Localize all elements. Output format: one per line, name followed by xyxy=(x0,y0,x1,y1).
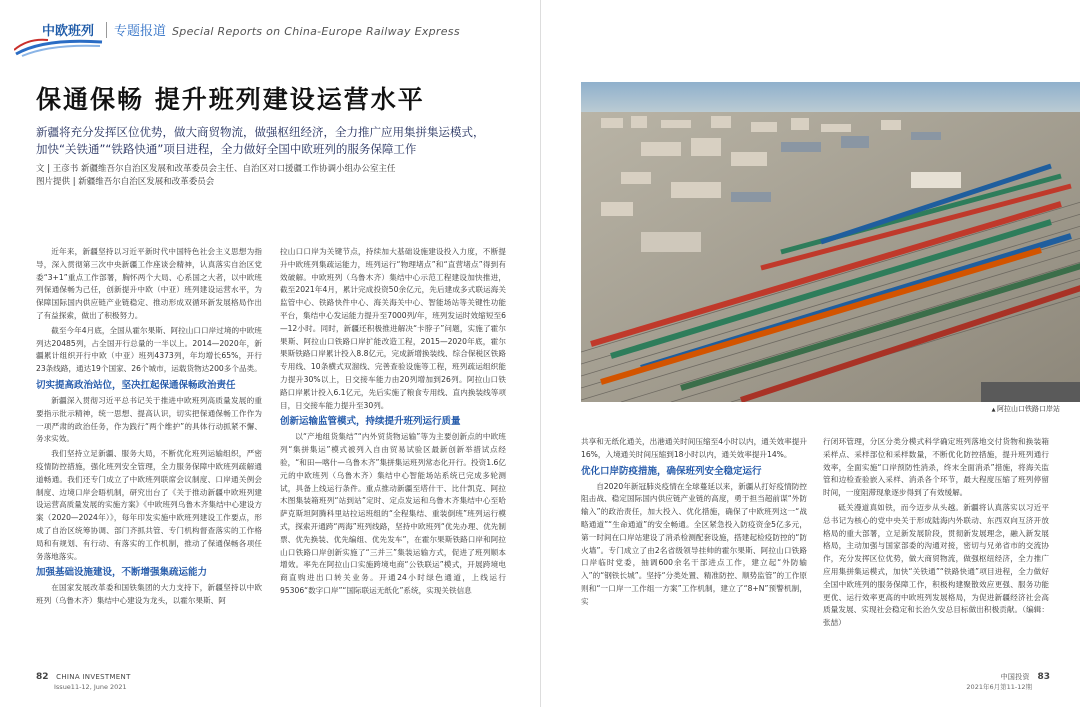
paragraph: 在国家发展改革委和国铁集团的大力支持下，新疆坚持以中欧班列（乌鲁木齐）集结中心建设为龙头，以霍尔果斯、阿 xyxy=(36,583,262,606)
column-4 xyxy=(823,436,1049,632)
article-title: 保通保畅 提升班列建设运营水平 xyxy=(36,85,425,114)
section-heading: 加强基础设施建设，不断增强集疏运能力 xyxy=(36,567,208,579)
paragraph: 我们坚持立足新疆、服务大局，不断优化班列运输组织，严密疫情防控措施，强化班列安全管理，全力服务保障中欧班列疏解通道畅通。我们还专门成立了中欧班列联席会议制度、口岸通关例会制度、边境口岸会晤机制，研究出台了《关于推动新疆中欧班列建设运营高质量发展的实施方案》《中欧班列乌鲁木齐集结中心建设方案（2020—2024年）》，每年印发实施中欧班列建设工作要点，形成了自治区统筹协调、部门齐抓共管、专门机构督查落实的工作格局和有规划、有行动、有落实的工作机制，推动了保通保畅各项任务落地落实。 xyxy=(36,449,262,561)
issue-info: Issue11-12, June 2021 xyxy=(54,683,127,691)
paragraph: 自2020年新冠肺炎疫情在全球蔓延以来，新疆从打好疫情防控阻击战、稳定国际国内供应链产业链的高度，勇于担当超前谋“外防输入”的政治责任，加大投入、优化措施，确保了中欧班列这一“战略通道”“生命通道”的安全畅通。全区紧急投入防疫资金5亿多元，第一时间在口岸站建设了消杀检测配套设施，搭建起检疫防控的“防火墙”。专门成立了由2名省级领导挂帅的霍尔果斯、阿拉山口铁路口岸临时党委，抽调600余名干部进点工作，建立起“外防输入”的“钢铁长城”。坚持“分类处置、精准防控、顺势监管”的工作原则和“一口岸一工作组一方案”工作机制，建立了“8+N”预警机制，实 xyxy=(581,481,807,606)
logo-text: 中欧班列 xyxy=(42,24,95,39)
issue-info: 2021年6月第11-12期 xyxy=(966,683,1032,691)
byline xyxy=(36,163,395,189)
column-2 xyxy=(280,246,506,600)
page-number: 83 xyxy=(1037,672,1050,682)
paragraph: 行闭环管理，分区分类分模式科学确定班列落地交付货物和换装箱采样点、采样部位和采样数量，不断优化防控措施，提升班列通行效率，全面实施“口岸预防性消杀，终末全面消杀”措施，将海关监管和边检查验嵌入采样、消杀各个环节，最大程度压缩了班列停留时间，一度阻滞现象逐步得到了有效缓解。 xyxy=(823,437,1049,498)
series-logo xyxy=(14,12,110,60)
page-number: 82 xyxy=(36,672,49,682)
rail-yard-photo xyxy=(581,82,1080,402)
header-divider xyxy=(106,22,107,38)
subtitle-line-1: 新疆将充分发挥区位优势，做大商贸物流，做强枢纽经济，全力推广应用集拼集运模式， xyxy=(36,125,485,139)
article-subtitle xyxy=(36,124,506,158)
paragraph: 拉山口口岸为关键节点，持续加大基础设施建设投入力度，不断提升中欧班列集疏运能力，班列运行“物理堵点”和“直营堵点”得到有效破解。中欧班列（乌鲁木齐）集结中心示范工程建设加快推进，截至2021年4月，累计完成投资50余亿元，先后建成多式联运海关监管中心、铁路快件中心、海关海关中心、智能场站等关键性功能平台，集结中心发运能力提升至7000列/年，班列发运时效缩短至6—12小时。同时，新疆还积极推进解决“卡脖子”问题，实施了霍尔果斯、阿拉山口铁路口岸扩能改造工程，2015—2020年底，霍尔果斯铁路口岸累计投入8.8亿元，完成新增换装线、综合保税区铁路专用线、10条横式双溜线、完善查验设施等工程，班列疏运组织能力提升30%以上，日交接车能力由20列增加到26列。阿拉山口铁路口岸累计投入6.1亿元，先后实施了粮食专用线、直内换装线等项目，日交接车能力提升至30列。 xyxy=(280,247,506,410)
section-heading: 优化口岸防疫措施，确保班列安全稳定运行 xyxy=(581,465,762,477)
paragraph: 以“产地组货集结”“内外贸货物运输”等为主要创新点的中欧班列“集拼集运”模式被列入自由贸易试验区最新创新举措试点经验，“和田—喀什—乌鲁木齐”集拼集运班列常态化开行。投资1.6亿元的中欧班列（乌鲁木齐）集结中心智能场站系统已完成多轮测试，具备上线运行条件。重点推动新疆至塔什干、比什凯克、阿拉木图集装箱班列“站到站”定时、定点发运和乌鲁木齐集结中心至哈萨克斯坦阿腾科里站拉运班组的“全程集结、重装倒班”班列运行模式，探索开通跨“两海”班列线路，坚持中欧班列“优先办理、优先制票、优先换装、优先编组、优先发车”，在霍尔果斯铁路口岸和阿拉山口铁路口岸创新实施了“三并三”集装运输方式，促进了班列顺本增效。率先在阿拉山口实施跨境电商“公铁联运”模式，开展跨境电商直购进出口转关业务。开通24小时绿色通道，上线运行95306“数字口岸”“国际联运无纸化”系统，实现关铁信息 xyxy=(280,432,506,595)
swoosh-icon xyxy=(14,36,104,58)
byline-photo-credit: 图片提供 | 新疆维吾尔自治区发展和改革委员会 xyxy=(36,177,215,187)
column-1 xyxy=(36,246,262,610)
section-title-cn: 专题报道 xyxy=(114,24,167,39)
paragraph: 砥关漫道真如铁，而今迈步从头越。新疆将认真落实以习近平总书记为核心的党中央关于形成陆海内外联动、东西双向互济开放格局的重大部署，立足新发展阶段，贯彻新发展理念，融入新发展格局，主动加强与国家部委的沟通对接，密切与兄弟省市的交流协作，充分发挥区位优势，做大商贸物流，做强枢纽经济，全力推广应用集拼集运模式，加快“关铁通”“铁路快通”项目进程，全力做好全国中欧班列的服务保障工作，积极构建聚散效应更强、服务功能更优、运行效率更高的中欧班列发展格局，为促进新疆经济社会高质量发展、实现社会稳定和长治久安总目标做出积极贡献。（编辑：张喆） xyxy=(823,502,1049,628)
paragraph: 近年来，新疆坚持以习近平新时代中国特色社会主义思想为指导，深入贯彻第三次中央新疆工作座谈会精神，认真落实自治区党委“3+1”重点工作部署，胸怀两个大局、心系国之大者，以中欧班列保通保畅为己任，创新提升中欧（中亚）班列建设运营水平，为保障国际国内供应链产业链稳定、推动形成双循环新发展格局作出了有益探索，做出了积极努力。 xyxy=(36,247,262,320)
section-title xyxy=(114,20,460,39)
column-3 xyxy=(581,436,807,611)
right-page xyxy=(540,0,1080,707)
folio-left xyxy=(36,672,131,691)
page-header xyxy=(14,12,534,60)
paragraph: 截至今年4月底，全国从霍尔果斯、阿拉山口口岸过境的中欧班列达20485列，占全国开行总量的一半以上。2014—2020年，新疆累计组织开行中欧（中亚）班列4373列，年均增长65%，开行23条线路，通达19个国家、26个城市，运载货物达200多个品类。 xyxy=(36,325,262,374)
magazine-name: 中国投资 xyxy=(1000,673,1030,681)
magazine-name: CHINA INVESTMENT xyxy=(56,673,131,681)
rail-yard-aerial-photo-icon xyxy=(581,82,1080,402)
section-title-en: Special Reports on China-Europe Railway Express xyxy=(172,25,460,38)
section-heading: 切实提高政治站位，坚决扛起保通保畅政治责任 xyxy=(36,379,236,391)
photo-caption: ▲ 阿拉山口铁路口岸站 xyxy=(992,404,1060,414)
section-heading: 创新运输监管模式，持续提升班列运行质量 xyxy=(280,416,461,428)
byline-author: 文 | 王彦书 新疆维吾尔自治区发展和改革委员会主任、自治区对口援疆工作协调小组办公室主任 xyxy=(36,164,396,174)
folio-right xyxy=(966,672,1050,691)
paragraph: 新疆深入贯彻习近平总书记关于推进中欧班列高质量发展的重要指示批示精神，统一思想、提高认识，切实把保通保畅工作作为一项严肃的政治任务，作为践行“两个维护”的具体行动抓紧不懈、务求实效。 xyxy=(36,395,262,444)
paragraph: 共享和无纸化通关，出港通关时间压缩至4小时以内，通关效率提升16%，入境通关时间压缩到18小时以内，通关效率提升14%。 xyxy=(581,437,807,459)
subtitle-line-2: 加快“关铁通”“铁路快通”项目进程，全力做好全国中欧班列的服务保障工作 xyxy=(36,142,417,156)
